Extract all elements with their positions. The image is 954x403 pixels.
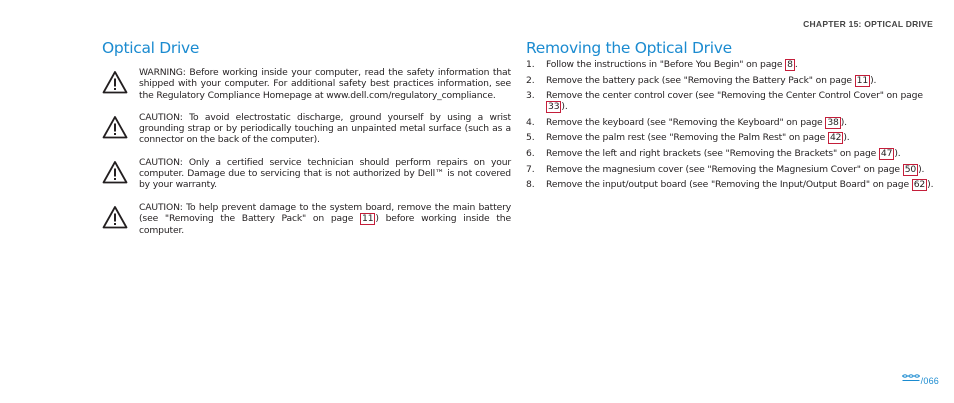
- page-link[interactable]: 33: [548, 101, 560, 113]
- step-text: Remove the magnesium cover (see "Removing the Magnesium Cover" on page 50 ).: [546, 163, 925, 175]
- warning-text: WARNING: Before working inside your computer, read the safety information that shipped with your computer. For additional safety best practices information, see the Regulatory Compliance Homepage at www.dell.com/regulatory_compliance.: [139, 67, 511, 101]
- page-link[interactable]: 11: [362, 212, 374, 224]
- section-title: Optical Drive: [102, 39, 200, 57]
- step-number: 3.: [526, 90, 535, 102]
- alienware-logo-icon: [902, 367, 920, 386]
- step-item: [526, 117, 936, 129]
- step-item: [526, 90, 936, 113]
- caution-notice-esd: [102, 112, 511, 146]
- caution-text: CAUTION: To avoid electrostatic discharge, ground yourself by using a wrist grounding strap or by periodically touching an unpainted metal surface (such as a connector on the back of the computer).: [139, 111, 511, 146]
- step-number: 5.: [526, 132, 535, 144]
- step-item: [526, 148, 936, 160]
- page-link[interactable]: 50: [904, 163, 917, 175]
- chapter-header: CHAPTER 15: OPTICAL DRIVE: [803, 19, 933, 29]
- step-text: Remove the input/output board (see "Removing the Input/Output Board" on page 62 ).: [546, 179, 934, 191]
- step-item: [526, 132, 936, 144]
- warning-triangle-icon: [102, 112, 139, 139]
- page-link[interactable]: 62: [913, 179, 926, 191]
- step-text: Remove the keyboard (see "Removing the Keyboard" on page 38 ).: [546, 116, 847, 128]
- caution-notice-technician: [102, 157, 511, 191]
- warning-triangle-icon: [102, 202, 139, 229]
- step-text: Remove the palm rest (see "Removing the Palm Rest" on page 42 ).: [546, 132, 850, 144]
- right-column: [526, 38, 936, 195]
- page-link[interactable]: 11: [856, 74, 869, 86]
- step-text: Remove the center control cover (see "Removing the Center Control Cover" on page 33 ).: [546, 90, 923, 113]
- step-number: 6.: [526, 147, 535, 159]
- page-link[interactable]: 38: [827, 116, 839, 128]
- page-number: /066: [920, 376, 939, 386]
- step-number: 1.: [526, 59, 535, 70]
- step-item: [526, 164, 936, 176]
- step-number: 8.: [526, 179, 535, 191]
- step-item: [526, 75, 936, 87]
- page-link[interactable]: 47: [880, 147, 893, 159]
- step-number: 7.: [526, 163, 535, 175]
- left-column: [102, 38, 511, 236]
- step-item: [526, 179, 936, 191]
- caution-notice-system-board: [102, 202, 511, 237]
- warning-notice: [102, 67, 511, 101]
- step-item: [526, 59, 936, 71]
- caution-text: CAUTION: To help prevent damage to the system board, remove the main battery (see "Removing the Battery Pack" on page 11 ) before working inside the computer.: [139, 201, 511, 236]
- warning-triangle-icon: [102, 67, 139, 94]
- step-text: Remove the battery pack (see "Removing the Battery Pack" on page 11 ).: [546, 74, 877, 86]
- page-link[interactable]: 42: [829, 132, 842, 144]
- step-text: Remove the left and right brackets (see "Removing the Brackets" on page 47 ).: [546, 147, 901, 159]
- section-title: Removing the Optical Drive: [526, 39, 732, 57]
- caution-text: CAUTION: Only a certified service technician should perform repairs on your computer. Damage due to servicing that is not authorized by Dell™ is not covered by your warranty.: [139, 156, 511, 191]
- step-number: 2.: [526, 74, 535, 86]
- warning-triangle-icon: [102, 157, 139, 184]
- procedure-steps: [526, 59, 936, 191]
- step-text: Follow the instructions in "Before You Begin" on page 8 .: [546, 59, 798, 70]
- page-link[interactable]: 8: [787, 59, 793, 70]
- step-number: 4.: [526, 116, 535, 128]
- page-footer: [902, 367, 939, 386]
